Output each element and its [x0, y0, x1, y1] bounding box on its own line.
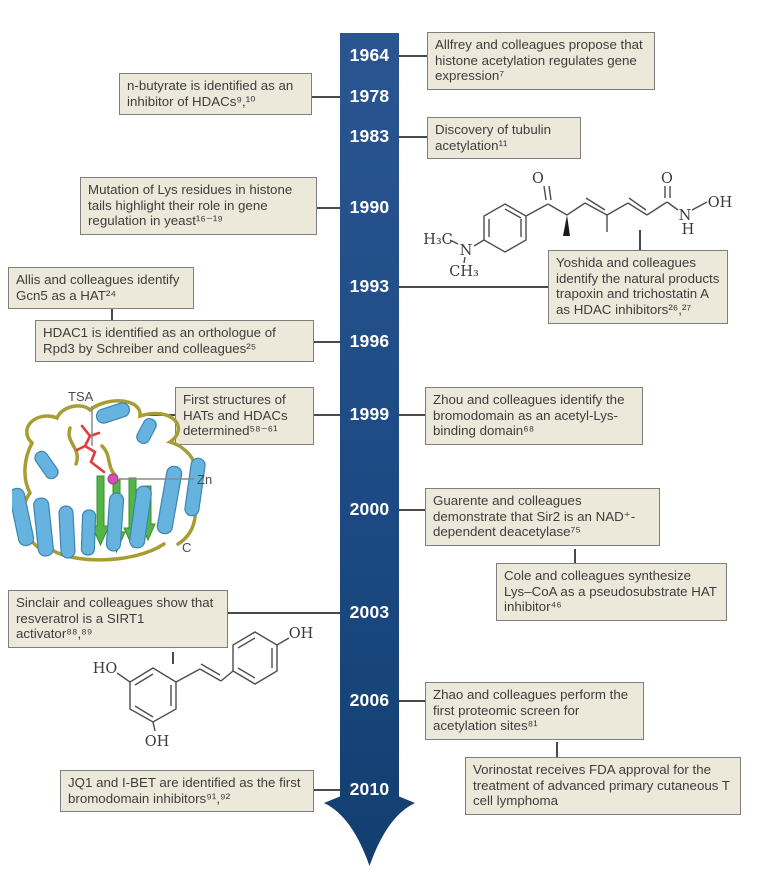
- ho-left-label: HO: [92, 661, 118, 677]
- amide-h-label: H: [681, 222, 695, 238]
- oh-bottom-label: OH: [144, 734, 170, 750]
- carbonyl-o2-label: O: [661, 171, 673, 187]
- year-label-1996: 1996: [349, 331, 390, 352]
- event-box-sinclair-resveratrol: Sinclair and colleagues show that resveratrol is a SIRT1 activator⁸⁸,⁸⁹: [8, 590, 228, 648]
- year-label-2000: 2000: [349, 499, 390, 520]
- event-box-hdac1-rpd3: HDAC1 is identified as an orthologue of Rpd3 by Schreiber and colleagues²⁵: [35, 320, 314, 362]
- event-box-guarente-sir2: Guarente and colleagues demonstrate that Sir2 is an NAD⁺-dependent deacetylase⁷⁵: [425, 488, 660, 546]
- event-box-nbutyrate: n-butyrate is identified as an inhibitor of HDACs⁹,¹⁰: [119, 73, 312, 115]
- zn-label: Zn: [197, 472, 212, 487]
- year-label-2003: 2003: [349, 602, 390, 623]
- h3c-label: H₃C: [423, 232, 453, 248]
- tsa-ligand-sticks: [77, 426, 104, 472]
- hdac-protein-structure: [12, 388, 212, 573]
- ch3-label: CH₃: [449, 264, 479, 280]
- oh-top-label: OH: [288, 626, 314, 642]
- event-box-allis-gcn5: Allis and colleagues identify Gcn5 as a HAT²⁴: [8, 267, 194, 309]
- trichostatin-a-structure: [420, 170, 740, 285]
- event-box-zhao-proteomic: Zhao and colleagues perform the first proteomic screen for acetylation sites⁸¹: [425, 682, 644, 740]
- resveratrol-bonds: [117, 632, 289, 731]
- event-box-first-structures: First structures of HATs and HDACs determined⁵⁸⁻⁶¹: [175, 387, 314, 445]
- event-box-jq1-ibet: JQ1 and I-BET are identified as the first bromodomain inhibitors⁹¹,⁹²: [60, 770, 314, 812]
- year-label-1999: 1999: [349, 404, 390, 425]
- amide-n-label: N: [678, 208, 692, 224]
- event-box-zhou-bromodomain: Zhou and colleagues identify the bromodomain as an acetyl-Lys-binding domain⁶⁸: [425, 387, 643, 445]
- year-label-1978: 1978: [349, 86, 390, 107]
- timeline-arrowhead: [324, 796, 415, 866]
- year-label-1983: 1983: [349, 126, 390, 147]
- year-label-1964: 1964: [349, 45, 390, 66]
- resveratrol-structure: [88, 625, 318, 760]
- event-box-allfrey: Allfrey and colleagues propose that histone acetylation regulates gene expression⁷: [427, 32, 655, 90]
- stereo-wedge: [563, 215, 570, 236]
- year-label-1993: 1993: [349, 276, 390, 297]
- year-label-2006: 2006: [349, 690, 390, 711]
- event-box-yoshida: Yoshida and colleagues identify the natural products trapoxin and trichostatin A as HDAC inhibitors²⁶,²⁷: [548, 250, 728, 324]
- c-terminus-label: C: [182, 540, 192, 555]
- carbonyl-o1-label: O: [532, 171, 544, 187]
- event-box-vorinostat-fda: Vorinostat receives FDA approval for the treatment of advanced primary cutaneous T cell lymphoma: [465, 757, 741, 815]
- event-box-cole-lyscoa: Cole and colleagues synthesize Lys–CoA as a pseudosubstrate HAT inhibitor⁴⁶: [496, 563, 727, 621]
- timeline-arrow: [324, 33, 415, 866]
- trichostatin-bonds: [450, 186, 707, 263]
- year-label-1990: 1990: [349, 197, 390, 218]
- event-box-lys-mutation: Mutation of Lys residues in histone tails highlight their role in gene regulation in yeast¹⁶⁻¹⁹: [80, 177, 317, 235]
- tsa-label: TSA: [68, 389, 94, 404]
- zinc-ion: [108, 474, 118, 484]
- amine-n-label: N: [459, 243, 473, 259]
- year-label-2010: 2010: [349, 779, 390, 800]
- event-box-tubulin: Discovery of tubulin acetylation¹¹: [427, 117, 581, 159]
- hydroxyl-label: OH: [707, 195, 733, 211]
